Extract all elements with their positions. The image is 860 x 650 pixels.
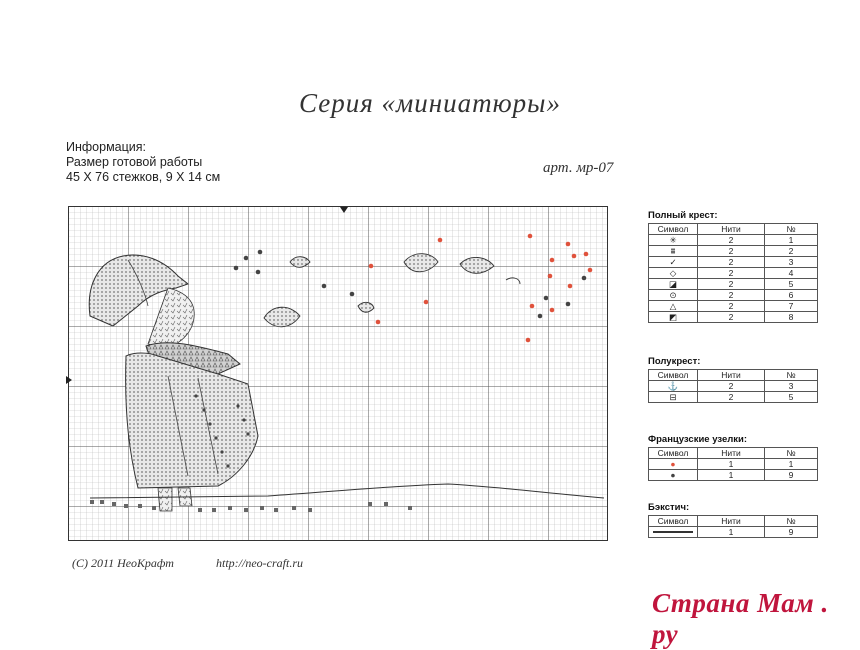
- center-marker-top-icon: [340, 207, 348, 215]
- col-threads: Нити: [698, 224, 765, 235]
- table-row: ● 1 1: [649, 459, 818, 470]
- legend-backstitch: [648, 502, 818, 538]
- legend-full-cross: [648, 210, 818, 323]
- legend-title: Бэкстич:: [648, 502, 690, 513]
- col-number: №: [765, 516, 818, 527]
- article-number: арт. мр-07: [543, 160, 614, 176]
- col-symbol: Символ: [649, 448, 698, 459]
- legend-title: Полный крест:: [648, 210, 718, 221]
- table-row: ⚓ 2 3: [649, 381, 818, 392]
- legend-title: Французские узелки:: [648, 434, 748, 445]
- info-size-value: 45 X 76 стежков, 9 X 14 см: [66, 170, 221, 184]
- info-size-label: Размер готовой работы: [66, 155, 203, 169]
- col-threads: Нити: [698, 448, 765, 459]
- table-row: ✳ 2 1: [649, 235, 818, 246]
- table-row: 1 9: [649, 527, 818, 538]
- page-title: Серия «миниатюры»: [299, 88, 561, 118]
- backstitch-line-icon: [649, 527, 698, 538]
- red-knot-icon: ●: [649, 459, 698, 470]
- dark-knot-icon: ●: [649, 470, 698, 481]
- col-symbol: Символ: [649, 224, 698, 235]
- table-row: △ 2 7: [649, 301, 818, 312]
- center-marker-left-icon: [66, 376, 74, 384]
- table-row: ⩩ 2 2: [649, 246, 818, 257]
- site-link[interactable]: http://neo-craft.ru: [216, 556, 303, 570]
- table-row: ⊟ 2 5: [649, 392, 818, 403]
- col-number: №: [765, 448, 818, 459]
- table-row: ● 1 9: [649, 470, 818, 481]
- table-row: ◪ 2 5: [649, 279, 818, 290]
- copyright: (C) 2011 НеоКрафт: [72, 556, 174, 570]
- col-threads: Нити: [698, 516, 765, 527]
- info-heading: Информация:: [66, 140, 147, 154]
- col-symbol: Символ: [649, 516, 698, 527]
- table-row: ◇ 2 4: [649, 268, 818, 279]
- col-number: №: [765, 224, 818, 235]
- watermark-logo: Страна Мам . ру: [652, 588, 829, 649]
- col-symbol: Символ: [649, 370, 698, 381]
- table-row: ⊙ 2 6: [649, 290, 818, 301]
- col-threads: Нити: [698, 370, 765, 381]
- legend-title: Полукрест:: [648, 356, 701, 367]
- table-row: ◩ 2 8: [649, 312, 818, 323]
- col-number: №: [765, 370, 818, 381]
- cross-stitch-chart: [68, 206, 608, 541]
- table-row: ✓ 2 3: [649, 257, 818, 268]
- legend-half-cross: [648, 356, 818, 403]
- info-block: [66, 140, 220, 185]
- legend-french-knots: [648, 434, 818, 481]
